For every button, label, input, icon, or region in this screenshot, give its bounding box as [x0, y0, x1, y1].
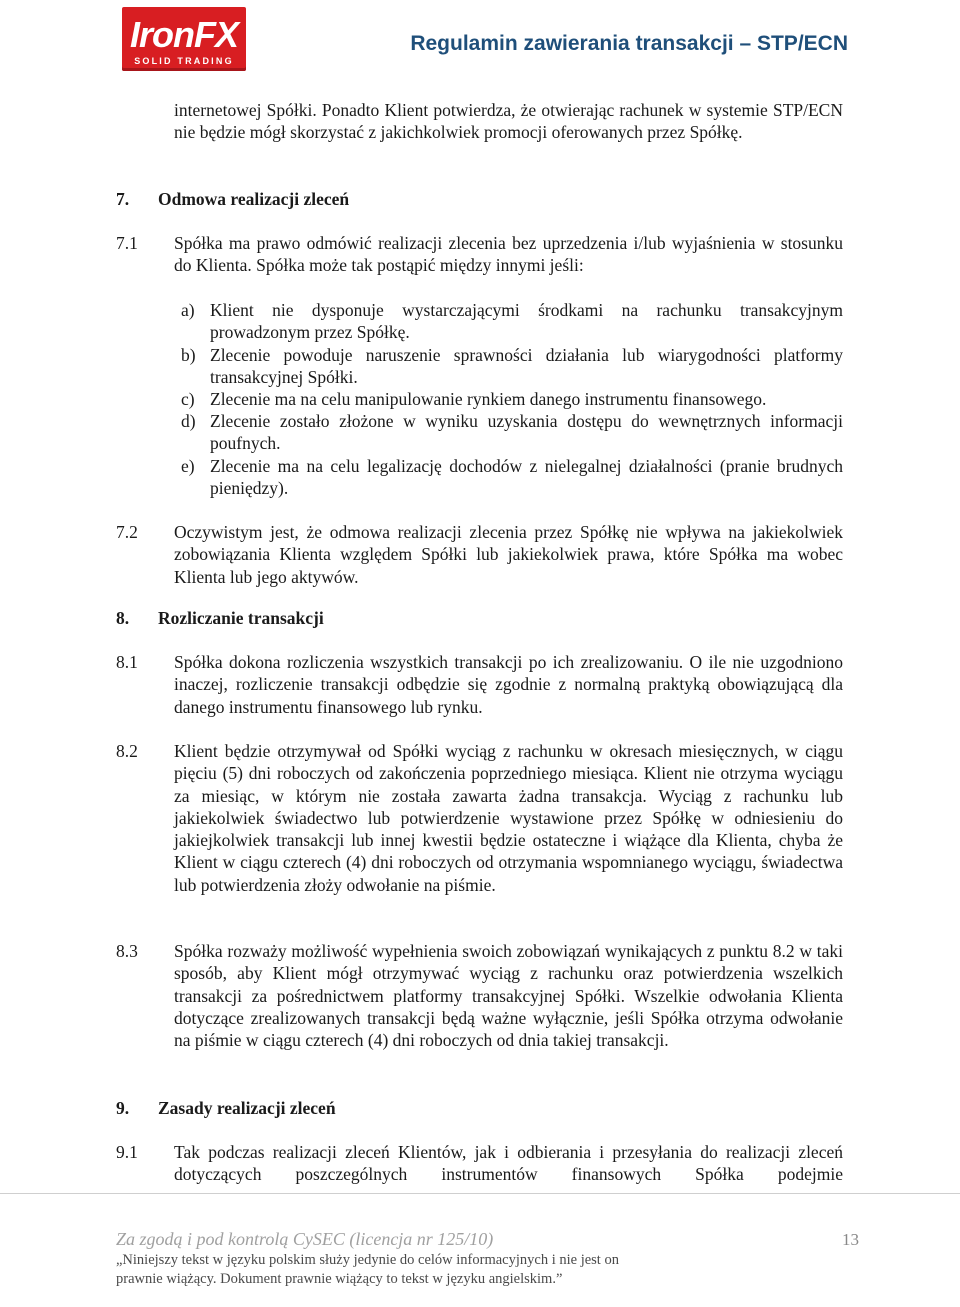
- footer-regulator-notice: Za zgodą i pod kontrolą CySEC (licencja nr 125/10): [116, 1229, 494, 1249]
- list-item-label: c): [181, 389, 195, 409]
- section-7-number: 7.: [116, 189, 130, 209]
- list-item: Zlecenie ma na celu legalizację dochodów z nielegalnej działalności (pranie brudnych pieniędzy).: [210, 456, 843, 499]
- document-title: Regulamin zawierania transakcji – STP/ECN: [410, 32, 848, 55]
- clause-8-2-number: 8.2: [116, 741, 138, 761]
- list-item-label: b): [181, 345, 196, 365]
- list-item: Zlecenie zostało złożone w wyniku uzyskania dostępu do wewnętrznych informacji poufnych.: [210, 411, 843, 454]
- section-8-heading: Rozliczanie transakcji: [158, 608, 324, 628]
- list-item: Zlecenie powoduje naruszenie sprawności działania lub wiarygodności platformy transakcyjnej Spółki.: [210, 345, 843, 388]
- list-item-label: d): [181, 411, 196, 431]
- logo-tagline: SOLID TRADING: [134, 56, 234, 66]
- clause-7-2-number: 7.2: [116, 522, 138, 542]
- clause-8-3-number: 8.3: [116, 941, 138, 961]
- clause-7-1-number: 7.1: [116, 233, 138, 253]
- ironfx-logo: [122, 7, 246, 71]
- clause-9-1-text: Tak podczas realizacji zleceń Klientów, jak i odbierania i przesyłania do realizacji zleceń dotyczących poszczególnych instrumentów finansowych Spółka podejmie: [174, 1142, 843, 1185]
- footer-divider: [0, 1193, 960, 1194]
- intro-paragraph: internetowej Spółki. Ponadto Klient potwierdza, że otwierając rachunek w systemie STP/ECN nie będzie mógł skorzystać z jakichkolwiek promocji oferowanych przez Spółkę.: [174, 100, 843, 143]
- clause-8-2-text: Klient będzie otrzymywał od Spółki wyciąg z rachunku w okresach miesięcznych, w ciągu pięciu (5) dni roboczych od zakończenia poprzedniego miesiąca. Klient nie otrzyma wyciągu za miesiąc, w którym nie została zawarta żadna transakcja. Wyciąg z rachunku lub jakiekolwiek świadectwo lub potwierdzenie wystawione przez Spółkę w odniesieniu do jakiejkolwiek transakcji lub innej kwestii będzie ostateczne i wiążące dla Klienta, chyba że Klient w ciągu czterech (4) dni roboczych od otrzymania wspomnianego wyciągu, świadectwa lub potwierdzenia złoży odwołanie na piśmie.: [174, 741, 843, 895]
- page-number: 13: [842, 1230, 859, 1249]
- list-item-label: e): [181, 456, 195, 476]
- section-8-number: 8.: [116, 608, 130, 628]
- list-item: Klient nie dysponuje wystarczającymi środkami na rachunku transakcyjnym prowadzonym przez Spółkę.: [210, 300, 843, 343]
- footer-language-disclaimer: „Niniejszy tekst w języku polskim służy jedynie do celów informacyjnych i nie jest on prawnie wiążący. Dokument prawnie wiążący to tekst w języku angielskim.”: [116, 1252, 619, 1287]
- list-item: Zlecenie ma na celu manipulowanie rynkiem danego instrumentu finansowego.: [210, 389, 767, 409]
- section-9-heading: Zasady realizacji zleceń: [158, 1098, 336, 1118]
- clause-9-1-number: 9.1: [116, 1142, 138, 1162]
- logo-wordmark: IronFX: [130, 14, 238, 55]
- clause-7-2-text: Oczywistym jest, że odmowa realizacji zlecenia przez Spółkę nie wpływa na jakiekolwiek zobowiązania Klienta względem Spółki lub jakiekolwiek prawa, które Spółka ma wobec Klienta lub jego aktywów.: [174, 522, 843, 587]
- list-item-label: a): [181, 300, 195, 320]
- section-9-number: 9.: [116, 1098, 130, 1118]
- clause-8-1-number: 8.1: [116, 652, 138, 672]
- section-7-heading: Odmowa realizacji zleceń: [158, 189, 350, 209]
- clause-8-1-text: Spółka dokona rozliczenia wszystkich transakcji po ich zrealizowaniu. O ile nie uzgodniono inaczej, rozliczenie transakcji odbędzie się zgodnie z normalną praktyką obowiązującą dla danego instrumentu finansowego lub rynku.: [174, 652, 843, 717]
- clause-7-1-text: Spółka ma prawo odmówić realizacji zlecenia bez uprzedzenia i/lub wyjaśnienia w stosunku do Klienta. Spółka może tak postąpić między innymi jeśli:: [174, 233, 843, 276]
- clause-8-3-text: Spółka rozważy możliwość wypełnienia swoich zobowiązań wynikających z punktu 8.2 w taki sposób, aby Klient mógł otrzymywać wyciąg z rachunku oraz potwierdzenia wszelkich transakcji za pośrednictwem platformy transakcyjnej Spółki. Wszelkie odwołania Klienta dotyczące zrealizowanych transakcji będą ważne wyłącznie, jeśli Spółka otrzyma odwołanie na piśmie w ciągu czterech (4) dni roboczych od dnia takiej transakcji.: [174, 941, 843, 1051]
